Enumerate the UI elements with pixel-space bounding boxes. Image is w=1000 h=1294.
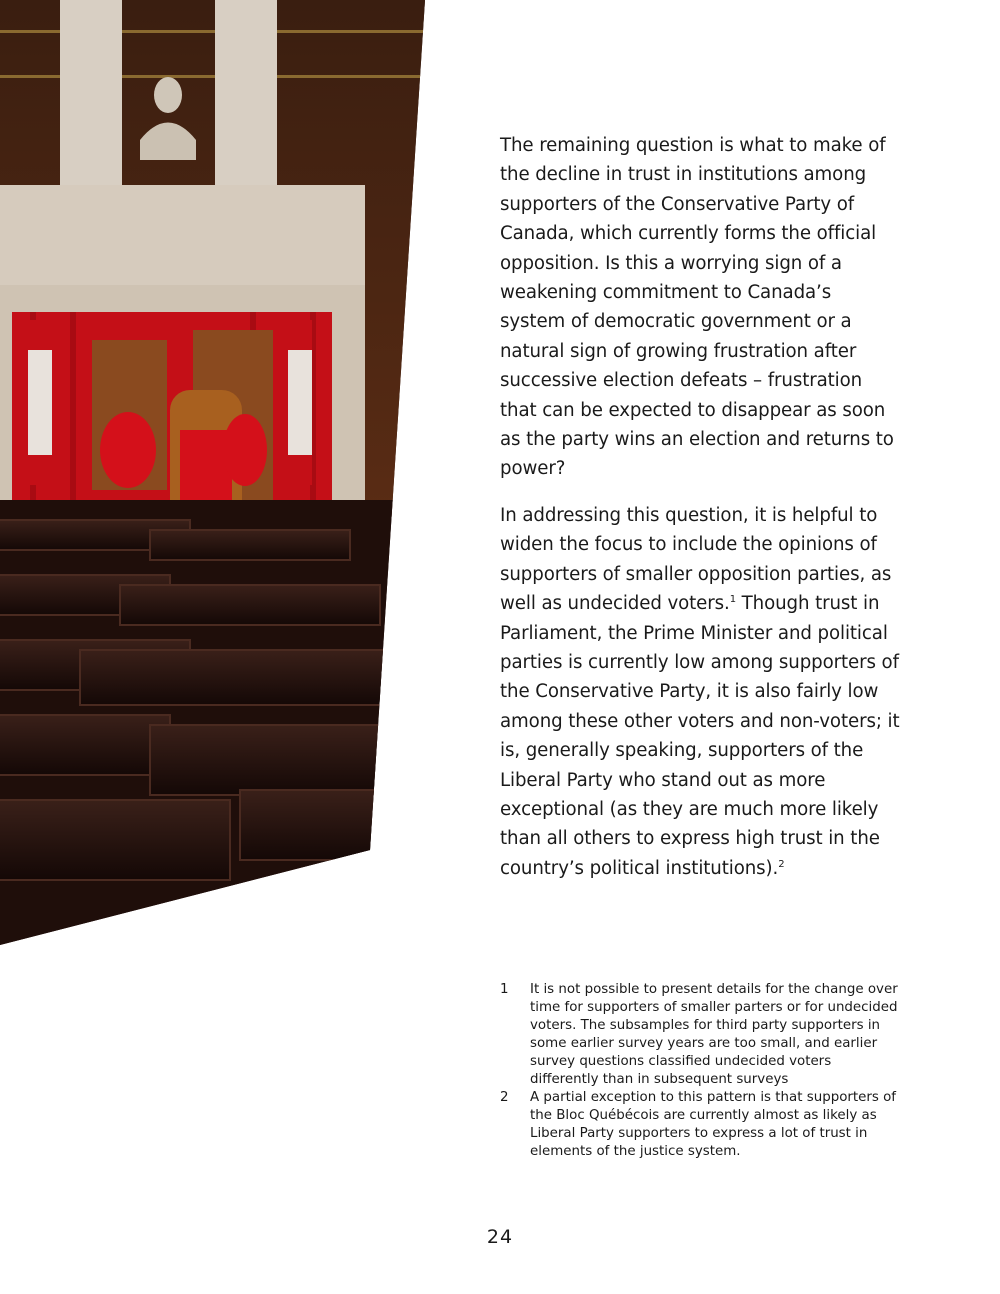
footnote-2 [500,1089,900,1161]
footnote-number: 1 [500,982,509,997]
paragraph-1: The remaining question is what to make of the decline in trust in institutions among supporters of the Conservative Party of Canada, which currently forms the official opposition. Is this a worrying sign of a weakening commitment to Canada’s system of democratic government or a natural sign of growing frustration after successive election defeats – frustration that can be expected to disappear as soon as the party wins an election and returns to power? [500,135,894,480]
photo-illustration [0,0,430,950]
footnote-text: A partial exception to this pattern is that supporters of the Bloc Québécois are currently almost as likely as Liberal Party supporters to express a lot of trust in elements of the justice system. [530,1090,897,1159]
paragraph-2 [500,501,900,883]
paragraph-2-part-b: Though trust in Parliament, the Prime Minister and political parties is currently low among supporters of the Conservative Party, it is also fairly low among these other voters and non-voters; it is, generally speaking, supporters of the Liberal Party who stand out as more exceptional (as they are much more likely than all others to express high trust in the country’s political institutions). [500,593,900,879]
footnote-1 [500,981,900,1089]
footnote-number: 2 [500,1090,509,1105]
footnote-text: It is not possible to present details for the change over time for supporters of smaller parters or for undecided voters. The subsamples for third party supporters in some earlier survey years are too small, and earlier survey questions classified undecided voters differently than in subsequent surveys [530,982,898,1087]
page-number: 24 [486,1226,514,1248]
footnote-ref-1[interactable]: 1 [729,594,736,606]
footnote-ref-2[interactable]: 2 [778,858,785,870]
body-text [500,131,900,900]
footnotes [500,981,900,1161]
senate-chamber-photo [0,0,430,950]
paragraph-2-part-a: In addressing this question, it is helpful to widen the focus to include the opinions of supporters of smaller opposition parties, as well as undecided voters. [500,504,892,615]
